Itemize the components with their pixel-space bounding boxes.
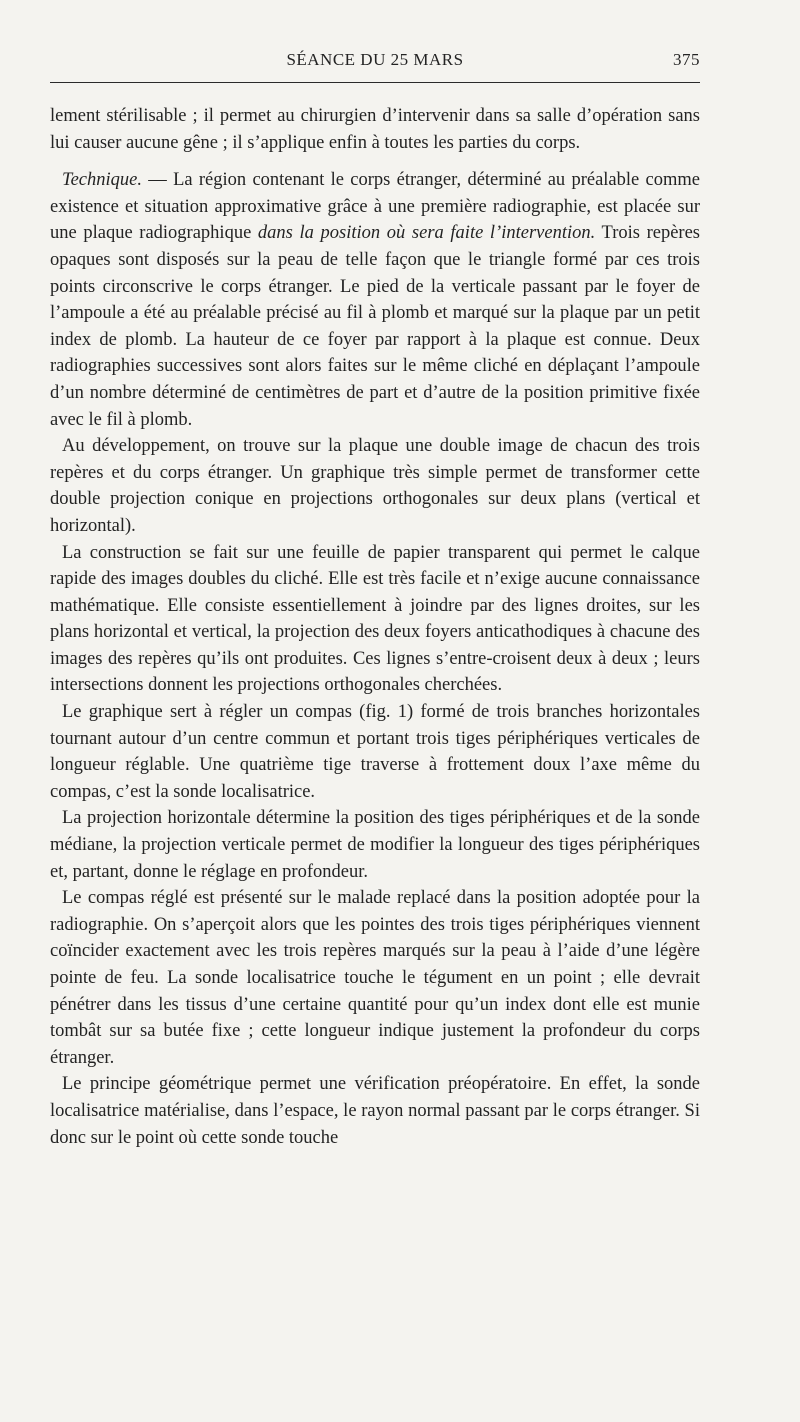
running-title: SÉANCE DU 25 MARS bbox=[286, 50, 464, 69]
paragraph-text: — La région contenant le corps étranger, déterminé au préalable comme existence et situation approximative grâce à une première radiographie, est placée sur une plaque radiographique bbox=[50, 170, 700, 244]
paragraph-text: Trois repères opaques sont disposés sur la peau de telle façon que le triangle formé par ces trois points circonscrive le corps étranger. Le pied de la verticale passant par le foyer de l’ampoule a été au préalable précisé au fil à plomb et marqué sur la plaque par un petit index de plomb. La hauteur de ce foyer par rapport à la plaque est connue. Deux radiographies successives sont alors faites sur le même cliché en déplaçant l’ampoule d’un nombre déterminé de centimètres de part et d’autre de la position primitive fixée avec le fil à plomb. bbox=[50, 223, 700, 430]
paragraph-text: Le principe géométrique permet une vérification préopératoire. En effet, la sonde localisatrice matérialise, dans l’espace, le rayon normal passant par le corps étranger. Si donc sur le point où cette sonde touche bbox=[50, 1074, 700, 1148]
paragraph-text: Au développement, on trouve sur la plaque une double image de chacun des trois repères et du corps étranger. Un graphique très simple permet de transformer cette double projection conique en projections orthogonales sur deux plans (vertical et horizontal). bbox=[50, 436, 700, 536]
section-lead: Technique. bbox=[62, 170, 142, 191]
paragraph-projection bbox=[50, 805, 700, 885]
paragraph-text: La construction se fait sur une feuille de papier transparent qui permet le calque rapide des images doubles du cliché. Elle est très facile et n’exige aucune connaissance mathématique. Elle consiste essentiellement à joindre par des lignes droites, sur les plans horizontal et vertical, la projection des deux foyers anticathodiques à chacune des images des repères qu’ils ont produites. Ces lignes s’entre-croisent deux à deux ; leurs intersections donnent les projections orthogonales cherchées. bbox=[50, 542, 700, 696]
paragraph-graphique bbox=[50, 699, 700, 805]
paragraph-developpement bbox=[50, 433, 700, 539]
paragraph-technique bbox=[50, 167, 700, 433]
book-page bbox=[50, 40, 700, 1151]
page-number: 375 bbox=[673, 50, 700, 69]
paragraph-principe bbox=[50, 1071, 700, 1151]
paragraph-continuation bbox=[50, 103, 700, 156]
paragraph-construction bbox=[50, 540, 700, 700]
body-text bbox=[50, 103, 700, 1151]
paragraph-text: lement stérilisable ; il permet au chirurgien d’intervenir dans sa salle d’opération sans lui causer aucune gêne ; il s’applique enfin à toutes les parties du corps. bbox=[50, 106, 700, 153]
page-header bbox=[50, 40, 700, 72]
paragraph-text: La projection horizontale détermine la position des tiges périphériques et de la sonde médiane, la projection verticale permet de modifier la longueur des tiges périphériques et, partant, donne le réglage en profondeur. bbox=[50, 808, 700, 882]
paragraph-text: Le graphique sert à régler un compas (fig. 1) formé de trois branches horizontales tournant autour d’un centre commun et portant trois tiges périphériques verticales de longueur réglable. Une quatrième tige traverse à frottement doux l’axe même du compas, c’est la sonde localisatrice. bbox=[50, 702, 700, 802]
header-rule bbox=[50, 82, 700, 83]
italic-phrase: dans la position où sera faite l’intervention. bbox=[257, 223, 596, 244]
paragraph-text: Le compas réglé est présenté sur le malade replacé dans la position adoptée pour la radiographie. On s’aperçoit alors que les pointes des trois tiges périphériques viennent coïncider exactement avec les trois repères marqués sur la peau à l’aide d’une légère pointe de feu. La sonde localisatrice touche le tégument en un point ; elle devrait pénétrer dans les tissus d’une certaine quantité pour qu’un index dont elle est munie tombât sur sa butée fixe ; cette longueur indique justement la profondeur du corps étranger. bbox=[50, 888, 700, 1068]
paragraph-compas bbox=[50, 885, 700, 1071]
